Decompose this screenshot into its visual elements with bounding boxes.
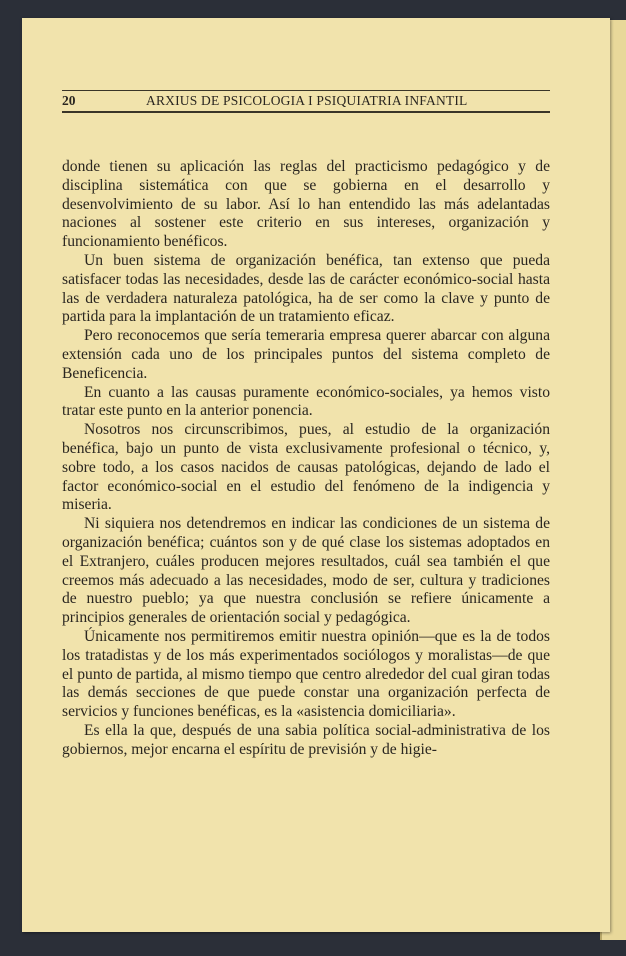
- paragraph: Un buen sistema de organización benéfica, tan extenso que pueda satisfacer todas las necesidades, desde las de carácter económico-social hasta las de verdadera naturaleza patológica, ha de ser como la clave y punto de partida para la implantación de un tratamiento eficaz.: [62, 251, 550, 326]
- page-header: [62, 90, 550, 113]
- paragraph: Pero reconocemos que sería temeraria empresa querer abarcar con alguna extensión cada uno de los principales puntos del sistema completo de Beneficencia.: [62, 327, 550, 382]
- running-title: ARXIUS DE PSICOLOGIA I PSIQUIATRIA INFANTIL: [146, 93, 468, 108]
- paragraph: Únicamente nos permitiremos emitir nuestra opinión—que es la de todos los tratadistas y de los más experimentados sociólogos y moralistas—de que el punto de partida, al mismo tiempo que centro alrededor del cual giran todas las demás secciones de que puede constar una organización perfecta de servicios y funciones benéficas, es la «asistencia domiciliaria».: [62, 627, 550, 721]
- page-number: 20: [62, 93, 76, 108]
- paragraph: Nosotros nos circunscribimos, pues, al estudio de la organización benéfica, bajo un punto de vista exclusivamente profesional o técnico, y, sobre todo, a los casos nacidos de causas patológicas, dejando de lado el factor económico-social en el estudio del fenómeno de la indigencia y miseria.: [62, 421, 550, 514]
- body-text: [62, 158, 550, 760]
- header-line: [62, 93, 550, 109]
- header-rule-top: [62, 90, 550, 91]
- header-rule-bottom: [62, 111, 550, 113]
- paragraph: Ni siquiera nos detendremos en indicar las condiciones de un sistema de organización benéfica; cuántos son y de qué clase los sistemas adoptados en el Extranjero, cuáles producen mejores resultados, cuál sea también el que creemos más adecuado a las necesidades, modo de ser, cultura y tradiciones de nuestro pueblo; ya que nuestra conclusión se refiere únicamente a principios generales de orientación social y pedagógica.: [62, 515, 550, 627]
- paragraph: En cuanto a las causas puramente económico-sociales, ya hemos visto tratar este punto en la anterior ponencia.: [62, 383, 550, 420]
- paragraph: Es ella la que, después de una sabia política social-administrativa de los gobiernos, mejor encarna el espíritu de previsión y de higie-: [62, 721, 550, 758]
- paragraph: donde tienen su aplicación las reglas del practicismo pedagógico y de disciplina sistemática con que se gobierna en el desarrollo y desenvolvimiento de su labor. Así lo han entendido las más adelantadas naciones al sostener este criterio en sus intereses, organización y funcionamiento benéficos.: [62, 158, 550, 251]
